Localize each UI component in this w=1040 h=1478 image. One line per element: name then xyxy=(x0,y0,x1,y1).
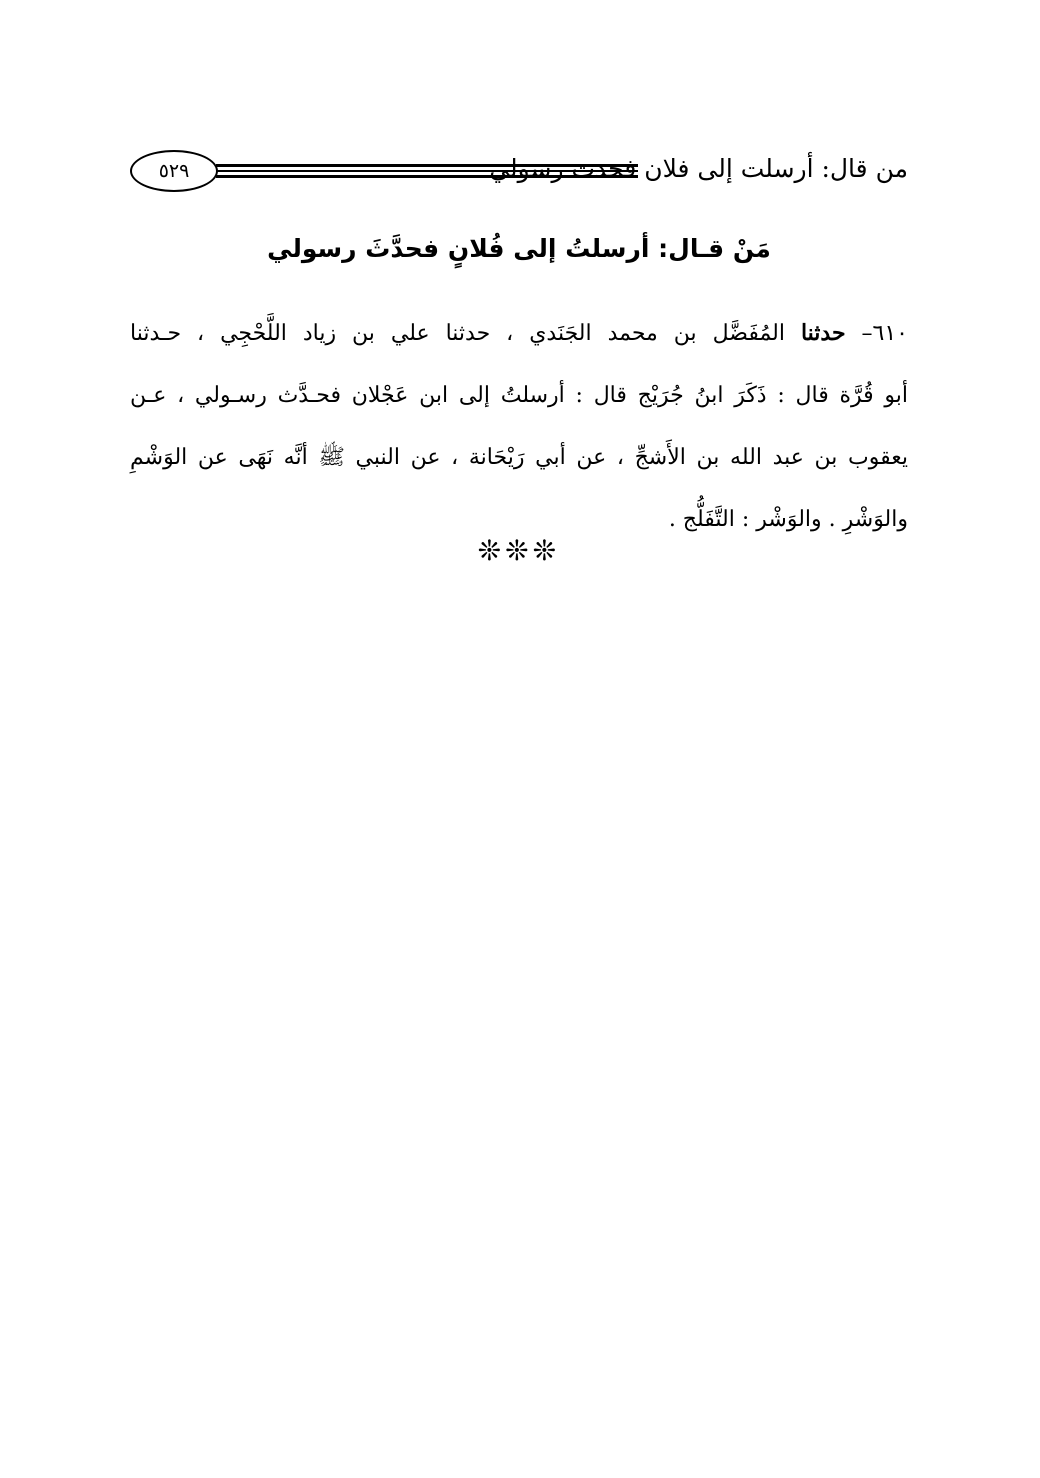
hadith-line-2 xyxy=(130,365,908,427)
hadith-text-line: أبو قُرَّة قال : ذَكَرَ ابنُ جُرَيْج قال : أرسلتُ إلى ابن عَجْلان فحـدَّث رسـولي ، عـن xyxy=(130,383,908,408)
chapter-title: مَنْ قـال: أرسلتُ إلى فُلانٍ فحدَّثَ رسولي xyxy=(267,234,771,263)
hadith-text-line: والوَشْرِ . والوَشْر : التَّفَلُّج . xyxy=(668,507,908,532)
hadith-body xyxy=(130,302,908,551)
page-number-badge xyxy=(130,150,218,192)
section-separator-asterisks: ❊❊❊ xyxy=(477,534,561,567)
hadith-dash: – xyxy=(861,321,873,346)
hadith-line-3 xyxy=(130,427,908,489)
page-number: ٥٢٩ xyxy=(158,160,190,182)
hadith-text-line: يعقوب بن عبد الله بن الأَشجِّ ، عن أبي رَيْحَانة ، عن النبي ﷺ أنَّه نَهَى عن الوَشْمِ xyxy=(130,445,908,470)
running-title: من قال: أرسلت إلى فلان فحدث رسولي xyxy=(489,154,908,183)
hadith-line-1 xyxy=(130,302,908,365)
hadith-number: ٦١٠ xyxy=(872,321,908,346)
page-header xyxy=(130,150,908,196)
hadith-opening: حدثنا xyxy=(800,320,846,346)
hadith-text-line: المُفَضَّل بن محمد الجَنَدي ، حدثنا علي بن زياد اللَّحْجِي ، حـدثنا xyxy=(130,321,785,346)
